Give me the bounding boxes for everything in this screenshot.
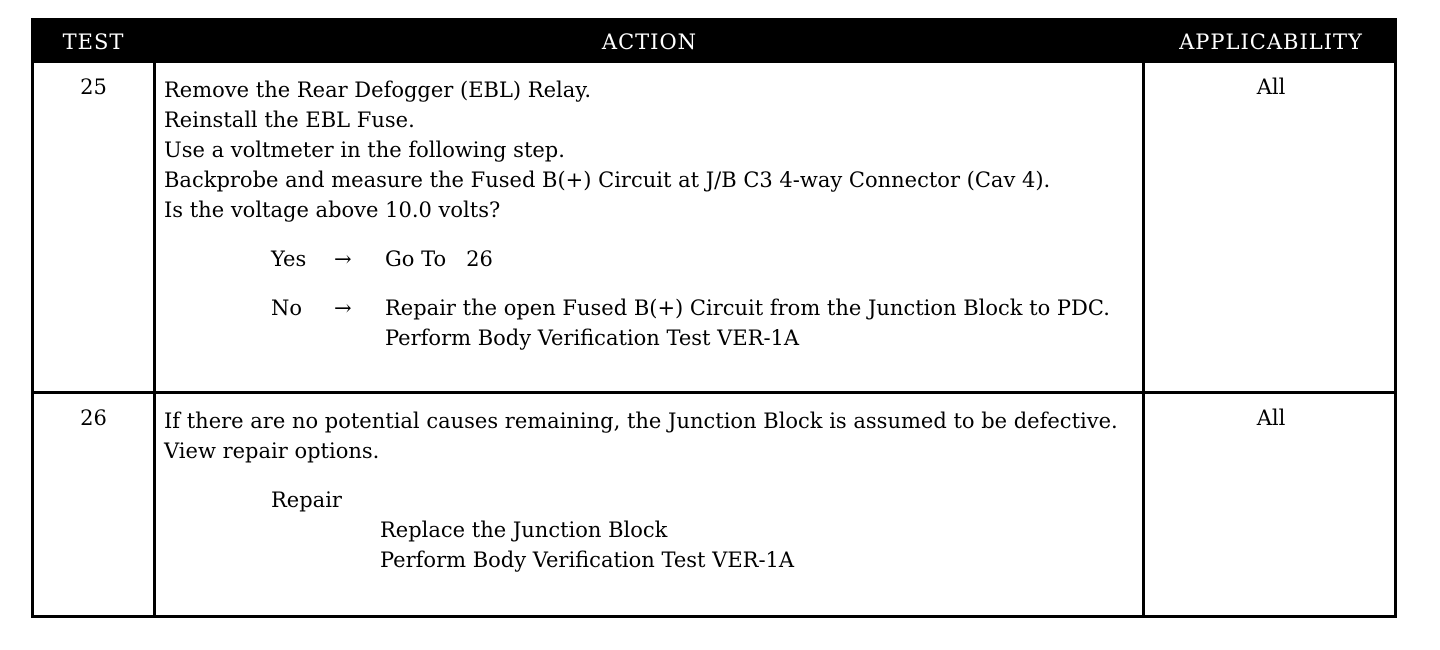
action-line: Use a voltmeter in the following step. [164,138,565,162]
no-result-verification: Perform Body Verification Test VER-1A [385,326,800,350]
yes-label: Yes [271,247,307,271]
header-action: ACTION [601,30,698,54]
repair-step: Replace the Junction Block [380,518,668,542]
action-cell [164,406,1134,575]
applicability-value: All [1256,75,1286,99]
table-row [34,394,1394,615]
action-line: Reinstall the EBL Fuse. [164,108,415,132]
no-label: No [271,296,303,320]
header-test: TEST [62,30,125,54]
diagnostic-table [31,18,1397,618]
action-line: Backprobe and measure the Fused B(+) Circuit at J/B C3 4-way Connector (Cav 4). [164,168,1051,192]
action-line: Is the voltage above 10.0 volts? [164,198,501,222]
arrow-right-icon: → [334,247,352,271]
no-branch [164,293,1134,353]
action-line: View repair options. [164,439,380,463]
yes-branch [164,244,1134,274]
action-line: If there are no potential causes remaining, the Junction Block is assumed to be defective. [164,409,1118,433]
test-number: 26 [80,406,107,430]
no-result: Repair the open Fused B(+) Circuit from the Junction Block to PDC. [385,296,1110,320]
repair-label: Repair [271,488,342,512]
action-cell [164,75,1134,353]
arrow-right-icon: → [334,296,352,320]
repair-step: Perform Body Verification Test VER-1A [380,548,795,572]
table-row [34,63,1394,391]
test-number: 25 [80,75,107,99]
header-applicability: APPLICABILITY [1179,30,1363,54]
yes-result: Go To 26 [385,247,493,271]
action-line: Remove the Rear Defogger (EBL) Relay. [164,78,592,102]
applicability-value: All [1256,406,1286,430]
table-header [34,21,1394,63]
